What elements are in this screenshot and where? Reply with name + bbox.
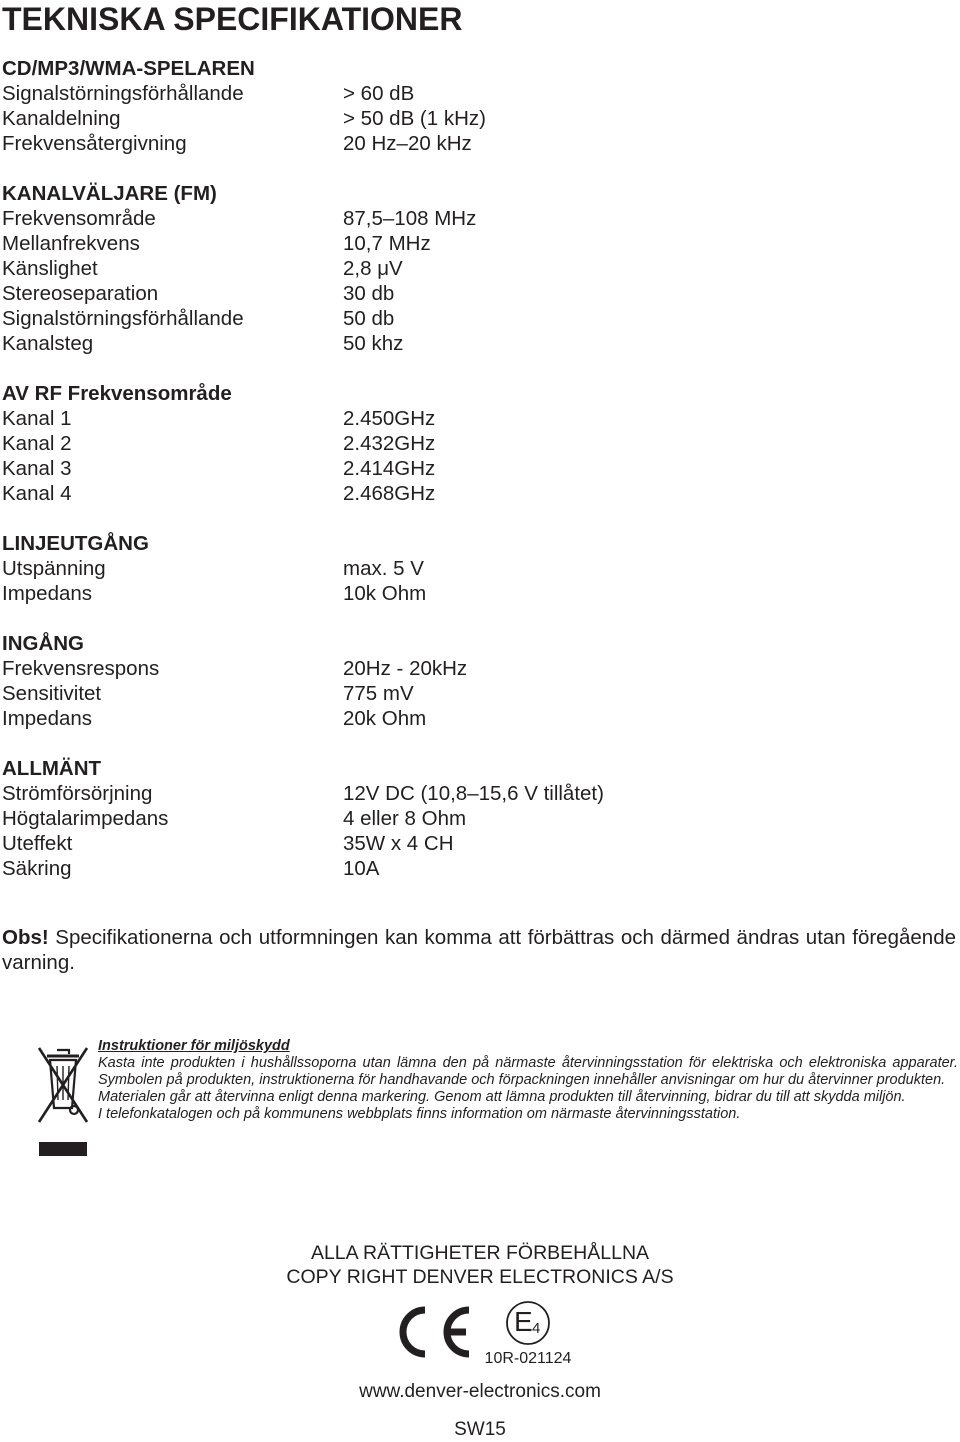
notice-text: Specifikationerna och utformningen kan komma att förbättras och därmed ändras utan föregående varning. (2, 926, 956, 974)
spec-label: Kanaldelning (2, 107, 121, 130)
section-heading: KANALVÄLJARE (FM) (2, 182, 217, 205)
spec-label: Kanal 4 (2, 482, 72, 505)
page-title: TEKNISKA SPECIFIKATIONER (2, 1, 463, 37)
spec-row (2, 456, 902, 481)
spec-label: Impedans (2, 582, 93, 605)
spec-label: Impedans (2, 707, 93, 730)
rights-notice (0, 1241, 960, 1289)
spec-value: 775 mV (343, 682, 414, 705)
spec-section-input (2, 631, 902, 731)
spec-value: max. 5 V (343, 557, 424, 580)
spec-value: 2.450GHz (343, 407, 436, 430)
section-heading: INGÅNG (2, 632, 84, 655)
environment-paragraph: Kasta inte produkten i hushållssoporna utan lämna den på närmaste återvinningsstation för elektriska och elektroniska apparater. Symbolen på produkten, instruktionerna för handhavande och förpackningen innehåller anvisningar om hur du återvinner produkten. (98, 1055, 958, 1088)
spec-label: Stereoseparation (2, 282, 159, 305)
environment-instructions (98, 1038, 958, 1123)
weee-crossed-bin-icon (35, 1038, 91, 1162)
section-heading: AV RF Frekvensområde (2, 382, 232, 405)
spec-label: Frekvensrespons (2, 657, 160, 680)
spec-value: 35W x 4 CH (343, 832, 454, 855)
copyright-line: COPY RIGHT DENVER ELECTRONICS A/S (286, 1266, 674, 1288)
spec-label: Utspänning (2, 557, 106, 580)
spec-row (2, 481, 902, 506)
spec-label: Känslighet (2, 257, 98, 280)
spec-label: Kanal 3 (2, 457, 72, 480)
section-heading-row (2, 756, 902, 781)
spec-row (2, 206, 902, 231)
spec-section-line-out (2, 531, 902, 606)
environment-title: Instruktioner för miljöskydd (98, 1038, 290, 1054)
spec-row (2, 706, 902, 731)
spec-label: Signalstörningsförhållande (2, 82, 244, 105)
e-mark-letter: E (514, 1306, 533, 1337)
spec-section-av-rf (2, 381, 902, 506)
change-notice (2, 925, 956, 975)
spec-row (2, 806, 902, 831)
spec-label: Säkring (2, 857, 72, 880)
approval-number: 10R-021124 (484, 1350, 572, 1367)
spec-value: > 60 dB (343, 82, 415, 105)
spec-label: Frekvensområde (2, 207, 156, 230)
spec-value: 20k Ohm (343, 707, 427, 730)
spec-row (2, 856, 902, 881)
spec-row (2, 281, 902, 306)
spec-value: 2.414GHz (343, 457, 436, 480)
spec-row (2, 581, 902, 606)
spec-value: 10k Ohm (343, 582, 427, 605)
spec-row (2, 306, 902, 331)
spec-value: 2,8 μV (343, 257, 403, 280)
spec-label: Signalstörningsförhållande (2, 307, 244, 330)
e-mark-number: 4 (532, 1320, 541, 1337)
rights-line: ALLA RÄTTIGHETER FÖRBEHÅLLNA (310, 1242, 650, 1264)
section-heading: CD/MP3/WMA-SPELAREN (2, 57, 255, 80)
spec-section-general (2, 756, 902, 881)
spec-value: 10,7 MHz (343, 232, 431, 255)
spec-label: Frekvensåtergivning (2, 132, 187, 155)
spec-label: Sensitivitet (2, 682, 102, 705)
spec-value: 10A (343, 857, 380, 880)
spec-value: 50 khz (343, 332, 404, 355)
section-heading-row (2, 181, 902, 206)
spec-value: 20 Hz–20 kHz (343, 132, 472, 155)
notice-prefix: Obs! (2, 926, 49, 949)
spec-value: > 50 dB (1 kHz) (343, 107, 486, 130)
spec-value: 2.432GHz (343, 432, 436, 455)
spec-row (2, 81, 902, 106)
section-heading: ALLMÄNT (2, 757, 102, 780)
spec-value: 2.468GHz (343, 482, 436, 505)
spec-label: Kanal 2 (2, 432, 72, 455)
spec-row (2, 831, 902, 856)
spec-value: 30 db (343, 282, 395, 305)
spec-value: 20Hz - 20kHz (343, 657, 468, 680)
section-heading-row (2, 531, 902, 556)
spec-row (2, 781, 902, 806)
spec-row (2, 431, 902, 456)
spec-value: 87,5–108 MHz (343, 207, 477, 230)
spec-label: Kanalsteg (2, 332, 94, 355)
spec-label: Mellanfrekvens (2, 232, 140, 255)
spec-label: Kanal 1 (2, 407, 72, 430)
specifications (2, 56, 902, 906)
spec-row (2, 231, 902, 256)
spec-row (2, 331, 902, 356)
spec-row (2, 406, 902, 431)
e4-approval-mark (505, 1300, 551, 1346)
spec-row (2, 106, 902, 131)
spec-label: Uteffekt (2, 832, 73, 855)
spec-value: 12V DC (10,8–15,6 V tillåtet) (343, 782, 604, 805)
section-heading-row (2, 381, 902, 406)
spec-row (2, 556, 902, 581)
section-heading-row (2, 56, 902, 81)
spec-row (2, 656, 902, 681)
website-link[interactable]: www.denver-electronics.com (359, 1381, 601, 1402)
environment-paragraph: Materialen går att återvinna enligt denna markering. Genom att lämna produkten till återvinning, bidrar du till att skydda miljön. (98, 1089, 906, 1105)
spec-section-fm-tuner (2, 181, 902, 356)
ce-mark-icon (389, 1304, 473, 1360)
model-number: SW15 (454, 1419, 506, 1440)
spec-row (2, 256, 902, 281)
spec-value: 4 eller 8 Ohm (343, 807, 467, 830)
spec-row (2, 681, 902, 706)
section-heading-row (2, 631, 902, 656)
spec-row (2, 131, 902, 156)
spec-label: Strömförsörjning (2, 782, 153, 805)
spec-section-cd-player (2, 56, 902, 156)
environment-paragraph: I telefonkatalogen och på kommunens webbplats finns information om närmaste återvinningsstation. (98, 1106, 741, 1122)
section-heading: LINJEUTGÅNG (2, 532, 149, 555)
spec-label: Högtalarimpedans (2, 807, 169, 830)
spec-value: 50 db (343, 307, 395, 330)
